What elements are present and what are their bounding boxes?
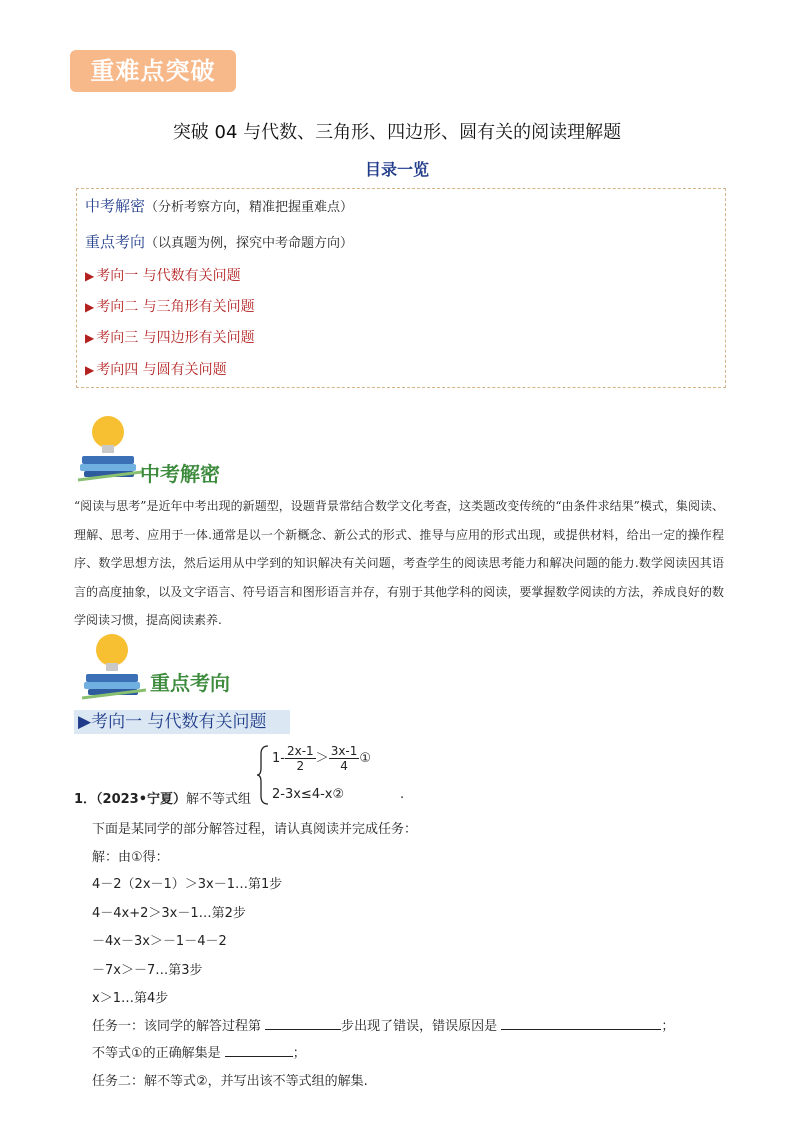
task-1-line [92,1015,674,1034]
inequality-2: 2-3x≤4-x② [272,787,345,802]
task-1-line-2 [92,1042,306,1061]
system-brace [256,744,270,806]
fraction-1 [285,744,316,773]
lightbulb-books-icon [76,412,146,482]
solution-line-3: 4－2（2x－1）＞3x－1…第1步 [92,877,283,892]
task-1-text-e: ； [292,1046,306,1061]
fraction-2 [329,744,360,773]
fraction-1-numerator: 2x-1 [286,744,314,758]
triangle-icon: ▶ [85,363,95,377]
inequality-1 [272,744,371,773]
task-2-line: 任务二：解不等式②，并写出该不等式组的解集. [92,1074,368,1089]
triangle-icon: ▶ [85,331,95,345]
task-1-text-b: 步出现了错误，错误原因是 [341,1019,498,1034]
intro-paragraph: “阅读与思考”是近年中考出现的新题型，设题背景常结合数学文化考查，这类题改变传统的“由条件求结果”模式，集阅读、理解、思考、应用于一体.通常是以一个新概念、新公式的形式、推导与应用的形式出现，或提供材料，给出一定的操作程序、数学思想方法，然后运用从中学到的知识解决有关问题，考查学生的阅读思考能力和解决问题的能力.数学阅读因其语言的高度抽象，以及文字语言、符号语言和图形语言并存，有别于其他学科的阅读，要掌握数学阅读的方法，养成良好的数学阅读习惯，提高阅读素养. [74,499,724,627]
problem-stem-text: 解不等式组 [186,792,252,807]
solution-line-2: 解：由①得： [92,850,169,865]
problem-source: （2023•宁夏） [96,792,187,807]
answer-blank-step[interactable] [265,1017,341,1030]
solution-line-7: x＞1…第4步 [92,991,169,1006]
header-badge: 重难点突破 [70,50,236,92]
toc-item-direction-3[interactable] [85,327,255,347]
toc-heading-directions[interactable] [85,231,353,252]
fraction-2-denominator: 4 [340,759,348,773]
lightbulb-books-icon [80,630,150,700]
toc-title: 目录一览 [364,160,429,179]
toc-item-label: 考向二 与三角形有关问题 [96,299,255,315]
toc-item-label: 考向三 与四边形有关问题 [96,330,255,346]
task-1-text-c: ； [661,1019,675,1034]
answer-blank-solution-set[interactable] [225,1044,293,1057]
solution-line-4: 4－4x+2＞3x－1…第2步 [92,906,246,921]
document-title: 突破 04 与代数、三角形、四边形、圆有关的阅读理解题 [172,122,622,143]
triangle-icon: ▶ [85,300,95,314]
section-heading-directions: 重点考向 [150,671,230,695]
toc-item-label: 考向四 与圆有关问题 [96,362,227,378]
toc-heading-note: （分析考察方向，精准把握重难点） [145,200,354,215]
toc-heading-label: 重点考向 [85,233,146,251]
ineq1-operator: ＞ [315,751,329,766]
solution-line-5: －4x－3x＞－1－4－2 [92,934,227,949]
toc-item-direction-4[interactable] [85,359,227,379]
ineq1-prefix: 1- [272,751,285,766]
problem-1-stem [74,788,251,807]
toc-box [76,188,726,388]
ineq1-mark: ① [359,751,372,766]
direction-heading: ▶考向一 与代数有关问题 [78,712,267,732]
toc-item-direction-1[interactable] [85,265,241,285]
answer-blank-reason[interactable] [501,1017,661,1030]
triangle-icon: ▶ [85,269,95,283]
toc-heading-decrypt[interactable] [85,195,353,216]
toc-item-label: 考向一 与代数有关问题 [96,268,241,284]
task-1-text-d: 不等式①的正确解集是 [92,1046,221,1061]
toc-item-direction-2[interactable] [85,296,255,316]
toc-heading-label: 中考解密 [85,197,146,215]
task-1-text-a: 任务一：该同学的解答过程第 [92,1019,262,1034]
problem-number: 1． [74,792,97,807]
solution-line-1: 下面是某同学的部分解答过程，请认真阅读并完成任务： [92,822,418,837]
solution-line-6: －7x＞－7…第3步 [92,963,203,978]
toc-heading-note: （以真题为例，探究中考命题方向） [145,236,354,251]
section-heading-decrypt: 中考解密 [140,462,220,486]
fraction-2-numerator: 3x-1 [330,744,358,758]
problem-period: . [400,787,405,802]
fraction-1-denominator: 2 [296,759,305,773]
